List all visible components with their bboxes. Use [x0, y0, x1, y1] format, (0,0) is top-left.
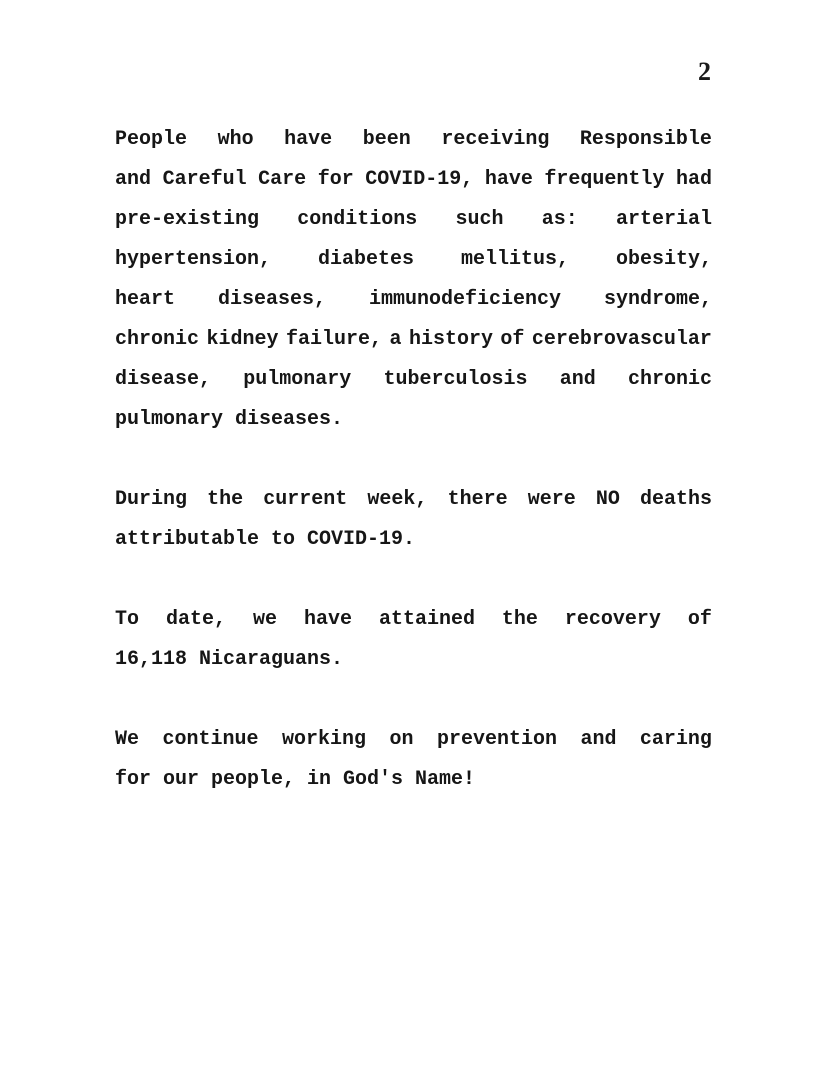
document-body — [115, 120, 712, 840]
text-line: 16,118 Nicaraguans. — [115, 648, 344, 671]
paragraph — [115, 600, 712, 680]
text-line: To date, we have attained the recovery of — [115, 608, 712, 631]
paragraph — [115, 720, 712, 800]
paragraph — [115, 480, 712, 560]
text-line: hypertension, diabetes mellitus, obesity, — [115, 248, 712, 271]
text-line: disease, pulmonary tuberculosis and chronic — [115, 368, 712, 391]
page-number: 2 — [698, 57, 711, 86]
paragraph — [115, 120, 712, 440]
text-line: heart diseases, immunodeficiency syndrome, — [115, 288, 712, 311]
text-line: We continue working on prevention and caring — [115, 728, 712, 751]
text-line: for our people, in God's Name! — [115, 768, 476, 791]
text-line: and Careful Care for COVID-19, have frequently had — [115, 168, 712, 191]
text-line: During the current week, there were NO deaths — [115, 488, 712, 511]
text-line: People who have been receiving Responsible — [115, 128, 712, 151]
text-line: pulmonary diseases. — [115, 408, 344, 431]
text-line: attributable to COVID-19. — [115, 528, 416, 551]
text-line: chronic kidney failure, a history of cerebrovascular — [115, 328, 712, 351]
text-line: pre-existing conditions such as: arterial — [115, 208, 712, 231]
